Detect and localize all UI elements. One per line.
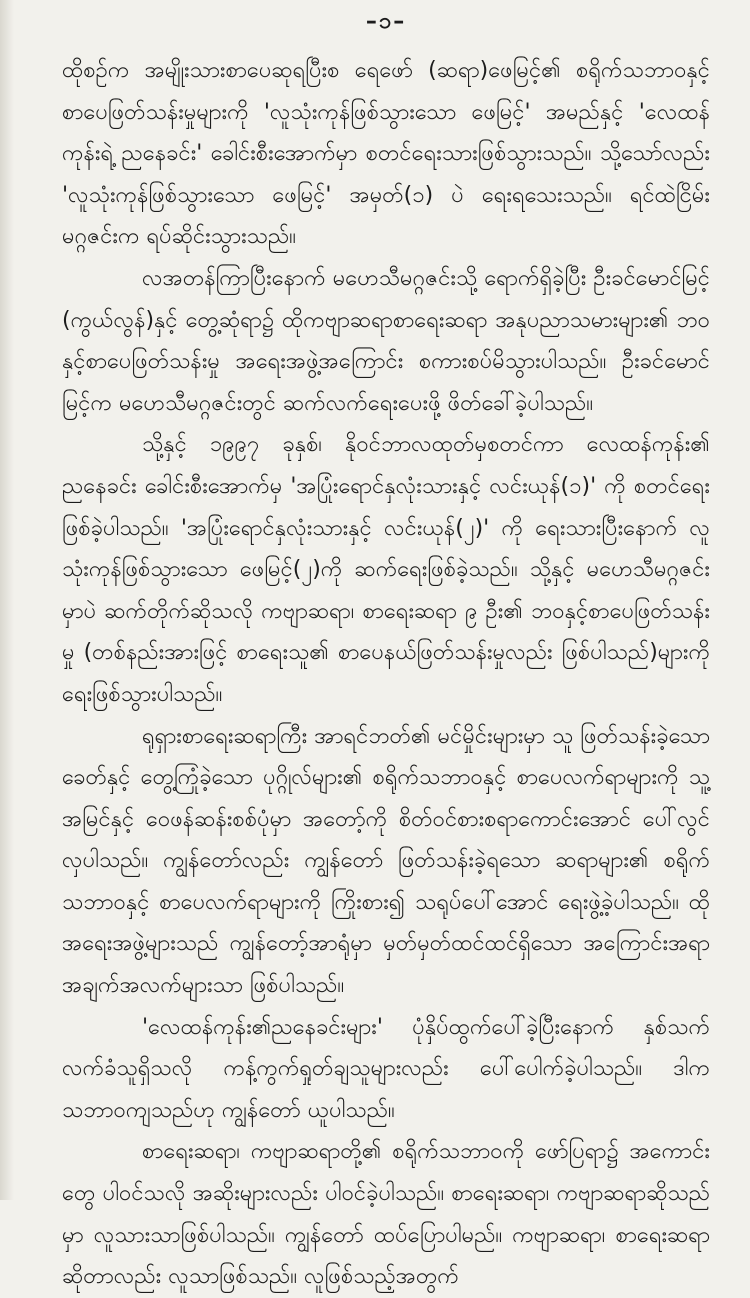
paragraph-2: လအတန်ကြာပြီးနောက် မဟေသီမဂ္ဂဇင်းသို့ ရောက်ရှိခဲ့ပြီး ဦးခင်မောင်မြင့် (ကွယ်လွန်)နှင့် တွေ့ဆုံရာ၌ ထိုကဗျာဆရာစာရေးဆရာ အနုပညာသမားများ၏ ဘဝနှင့်စာပေဖြတ်သန်းမှု အရေးအဖွဲ့အကြောင်း စကားစပ်မိသွားပါသည်။ ဦးခင်မောင်မြင့်က မဟေသီမဂ္ဂဇင်းတွင် ဆက်လက်ရေးပေးဖို့ ဖိတ်ခေါ်ခဲ့ပါသည်။ bbox=[62, 265, 710, 416]
paragraph-5: 'လေထန်ကုန်း၏ညနေခင်းများ' ပုံနှိပ်ထွက်ပေါ်ခဲ့ပြီးနောက် နှစ်သက်လက်ခံသူရှိသလို ကန့်ကွက်ရှုတ်ချသူများလည်း ပေါ်ပေါက်ခဲ့ပါသည်။ ဒါက သဘာဝကျသည်ဟု ကျွန်တော် ယူပါသည်။ bbox=[62, 1014, 710, 1123]
paragraph-3: သို့နှင့် ၁၉၉၇ ခုနှစ်၊ နိုဝင်ဘာလထုတ်မှစတင်ကာ လေထန်ကုန်း၏ ညနေခင်း ခေါင်းစီးအောက်မှ 'အပြုံးရောင်နှလုံးသားနှင့် လင်းယုန်(၁)' ကို စတင်ရေးဖြစ်ခဲ့ပါသည်။ 'အပြုံးရောင်နှလုံးသားနှင့် လင်းယုန်(၂)' ကို ရေးသားပြီးနောက် လူသုံးကုန်ဖြစ်သွားသော ဖေမြင့်(၂)ကို ဆက်ရေးဖြစ်ခဲ့သည်။ သို့နှင့် မဟေသီမဂ္ဂဇင်းမှာပဲ ဆက်တိုက်ဆိုသလို ကဗျာဆရာ၊ စာရေးဆရာ ၉ ဦး၏ ဘဝနှင့်စာပေဖြတ်သန်းမှု (တစ်နည်းအားဖြင့် စာရေးသူ၏ စာပေနယ်ဖြတ်သန်းမှုလည်း ဖြစ်ပါသည်)များကို ရေးဖြစ်သွားပါသည်။ bbox=[62, 432, 710, 707]
body-text bbox=[62, 50, 710, 1298]
page-edge-shadow bbox=[0, 0, 14, 1200]
page-number: –၁– bbox=[365, 9, 407, 34]
paragraph-1: ထိုစဥ်က အမျိုးသားစာပေဆုရပြီးစ ရေဖော် (ဆရာ)ဖေမြင့်၏ စရိုက်သဘာဝနှင့် စာပေဖြတ်သန်းမှုများကို 'လူသုံးကုန်ဖြစ်သွားသော ဖေမြင့်' အမည်နှင့် 'လေထန်ကုန်းရဲ့ ညနေခင်း' ခေါင်းစီးအောက်မှာ စတင်ရေးသားဖြစ်သွားသည်။ သို့သော်လည်း 'လူသုံးကုန်ဖြစ်သွားသော ဖေမြင့်' အမှတ်(၁) ပဲ ရေးရသေးသည်။ ရင်ထဲငြိမ်းမဂ္ဂဇင်းက ရပ်ဆိုင်းသွားသည်။ bbox=[62, 58, 710, 250]
paragraph-6: စာရေးဆရာ၊ ကဗျာဆရာတို့၏ စရိုက်သဘာဝကို ဖော်ပြရာ၌ အကောင်းတွေ ပါဝင်သလို အဆိုးများလည်း ပါဝင်ခဲ့ပါသည်။ စာရေးဆရာ၊ ကဗျာဆရာဆိုသည်မှာ လူသားသာဖြစ်ပါသည်။ ကျွန်တော် ထပ်ပြောပါမည်။ ကဗျာဆရာ၊ စာရေးဆရာဆိုတာလည်း လူသာဖြစ်သည်။ လူဖြစ်သည့်အတွက် bbox=[62, 1139, 710, 1290]
paragraph-4: ရုရှားစာရေးဆရာကြီး အာရင်ဘတ်၏ မင်မှိုင်းများမှာ သူ ဖြတ်သန်းခဲ့သော ခေတ်နှင့် တွေ့ကြုံခဲ့သော ပုဂ္ဂိုလ်များ၏ စရိုက်သဘာဝနှင့် စာပေလက်ရာများကို သူ့အမြင်နှင့် ဝေဖန်ဆန်းစစ်ပုံမှာ အတော့်ကို စိတ်ဝင်စားစရာကောင်းအောင် ပေါ်လွင်လှပါသည်။ ကျွန်တော်လည်း ကျွန်တော် ဖြတ်သန်းခဲ့ရသော ဆရာများ၏ စရိုက်သဘာဝနှင့် စာပေလက်ရာများကို ကြိုးစား၍ သရုပ်ပေါ်အောင် ရေးဖွဲ့ခဲ့ပါသည်။ ထိုအရေးအဖွဲ့များသည် ကျွန်တော့်အာရုံမှာ မှတ်မှတ်ထင်ထင်ရှိသော အကြောင်းအရာအချက်အလက်များသာ ဖြစ်ပါသည်။ bbox=[62, 723, 710, 999]
